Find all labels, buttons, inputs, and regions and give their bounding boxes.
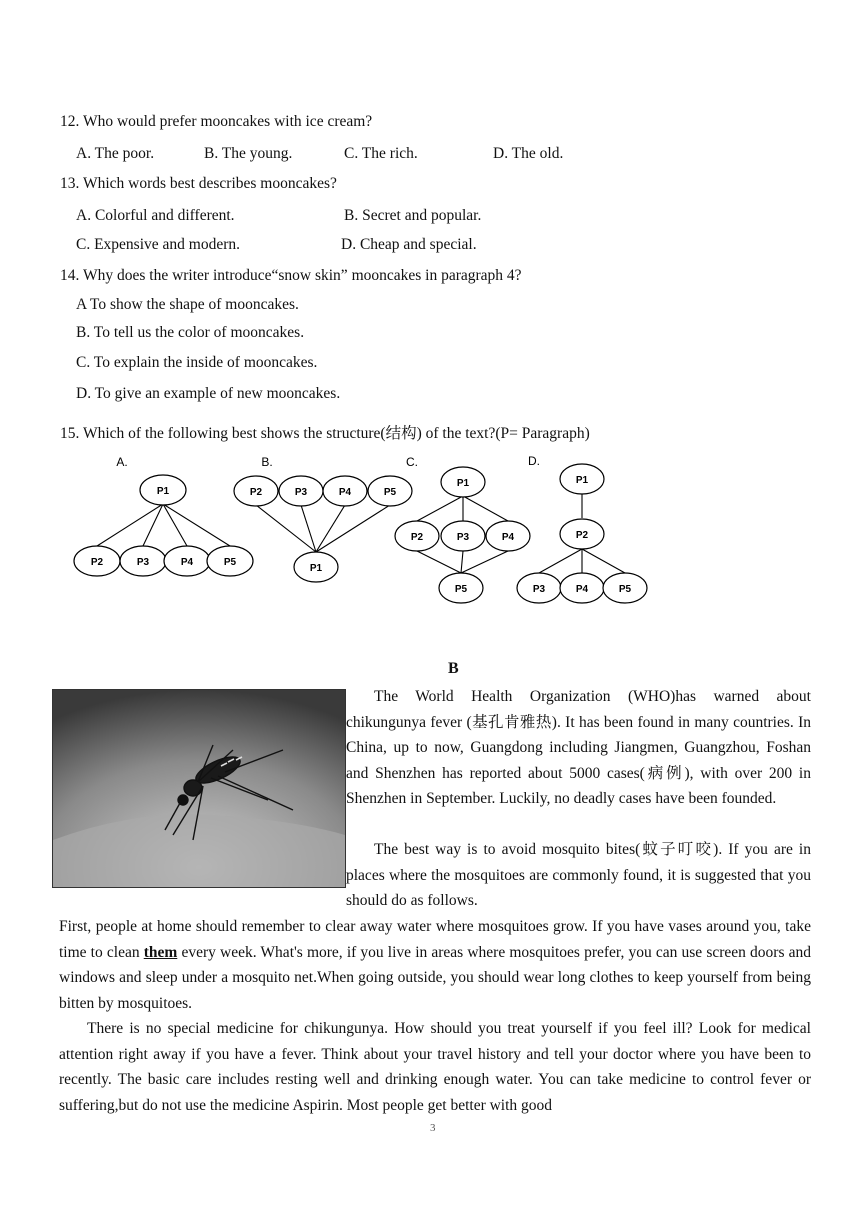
d-node-p2: P2 bbox=[575, 530, 589, 541]
q13-option-c: C. Expensive and modern. bbox=[76, 236, 241, 253]
question-13-stem: 13. Which words best describes mooncakes? bbox=[60, 175, 337, 192]
passage-paragraph-1: The World Health Organization (WHO)has warned about chikungunya fever (基孔肯雅热). It has been found in many countries. In China, up to now, Guangdong including Jiangmen, Guangzhou, Foshan and Shenzhen has reported about 5000 cases(病例), with over 200 in Shenzhen in September. Luckily, no deadly cases have been founded. bbox=[346, 688, 811, 808]
q12-option-a: A. The poor. bbox=[76, 145, 155, 162]
passage-paragraph-3: There is no special medicine for chikungunya. How should you treat yourself if you feel ill? Look for medical attention right away if you have a fever. Think about your travel history and tell your doctor where you have been to recently. The basic care includes resting well and drinking enough water. You can take medicine to control fever or suffering,but do not use the medicine Aspirin. Most people get better with good bbox=[59, 1020, 811, 1114]
q13-option-b: B. Secret and popular. bbox=[344, 207, 482, 224]
a-node-p2: P2 bbox=[90, 557, 104, 568]
b-node-p4: P4 bbox=[338, 487, 352, 498]
diagram-label-b: B. bbox=[261, 455, 273, 469]
q13-option-d: D. Cheap and special. bbox=[341, 236, 477, 253]
a-node-p1: P1 bbox=[156, 486, 170, 497]
passage-paragraph-2-start: The best way is to avoid mosquito bites(蚊子叮咬). If you are in places where the mosquitoes are commonly found, it is suggested that you should do as follows. bbox=[346, 841, 811, 910]
q14-option-a: A To show the shape of mooncakes. bbox=[76, 296, 299, 313]
d-node-p1: P1 bbox=[575, 475, 589, 486]
q14-option-c: C. To explain the inside of mooncakes. bbox=[76, 354, 318, 371]
question-15-stem: 15. Which of the following best shows the structure(结构) of the text?(P= Paragraph) bbox=[60, 425, 590, 442]
question-12-stem: 12. Who would prefer mooncakes with ice cream? bbox=[60, 113, 373, 130]
c-node-p1: P1 bbox=[456, 478, 470, 489]
d-node-p3: P3 bbox=[532, 584, 546, 595]
d-node-p4: P4 bbox=[575, 584, 589, 595]
c-node-p4: P4 bbox=[501, 532, 515, 543]
c-node-p5: P5 bbox=[454, 584, 468, 595]
q12-option-c: C. The rich. bbox=[344, 145, 418, 162]
q14-option-d: D. To give an example of new mooncakes. bbox=[76, 385, 341, 402]
mosquito-photo bbox=[52, 689, 346, 888]
q12-option-b: B. The young. bbox=[204, 145, 293, 162]
diagram-label-a: A. bbox=[116, 455, 128, 469]
b-node-p3: P3 bbox=[294, 487, 308, 498]
p2-text-part2: every week. What's more, if you live in areas where mosquitoes prefer, you can use screen doors and windows and sleep under a mosquito net.When going outside, you should wear long clothes to keep yourself from being bitten by mosquitoes. bbox=[59, 943, 811, 1012]
a-node-p3: P3 bbox=[136, 557, 150, 568]
b-node-p2: P2 bbox=[249, 487, 263, 498]
q12-option-d: D. The old. bbox=[493, 145, 564, 162]
b-node-p1: P1 bbox=[309, 563, 323, 574]
question-14-stem: 14. Why does the writer introduce“snow skin” mooncakes in paragraph 4? bbox=[60, 267, 522, 284]
a-node-p5: P5 bbox=[223, 557, 237, 568]
c-node-p2: P2 bbox=[410, 532, 424, 543]
a-node-p4: P4 bbox=[180, 557, 194, 568]
q13-option-a: A. Colorful and different. bbox=[76, 207, 235, 224]
passage-b-title: B bbox=[448, 660, 459, 677]
diagram-label-c: C. bbox=[406, 455, 418, 469]
q14-option-b: B. To tell us the color of mooncakes. bbox=[76, 324, 305, 341]
b-node-p5: P5 bbox=[383, 487, 397, 498]
p2-text-part1: First, people at home should remember to clear away water where mosquitoes grow. If you have vases around you, take time to clean bbox=[59, 918, 811, 961]
page-number: 3 bbox=[430, 1122, 436, 1134]
diagram-label-d: D. bbox=[528, 454, 540, 468]
underlined-word-them: them bbox=[143, 943, 178, 961]
c-node-p3: P3 bbox=[456, 532, 470, 543]
d-node-p5: P5 bbox=[618, 584, 632, 595]
passage-paragraph-2-continued bbox=[59, 914, 811, 1016]
